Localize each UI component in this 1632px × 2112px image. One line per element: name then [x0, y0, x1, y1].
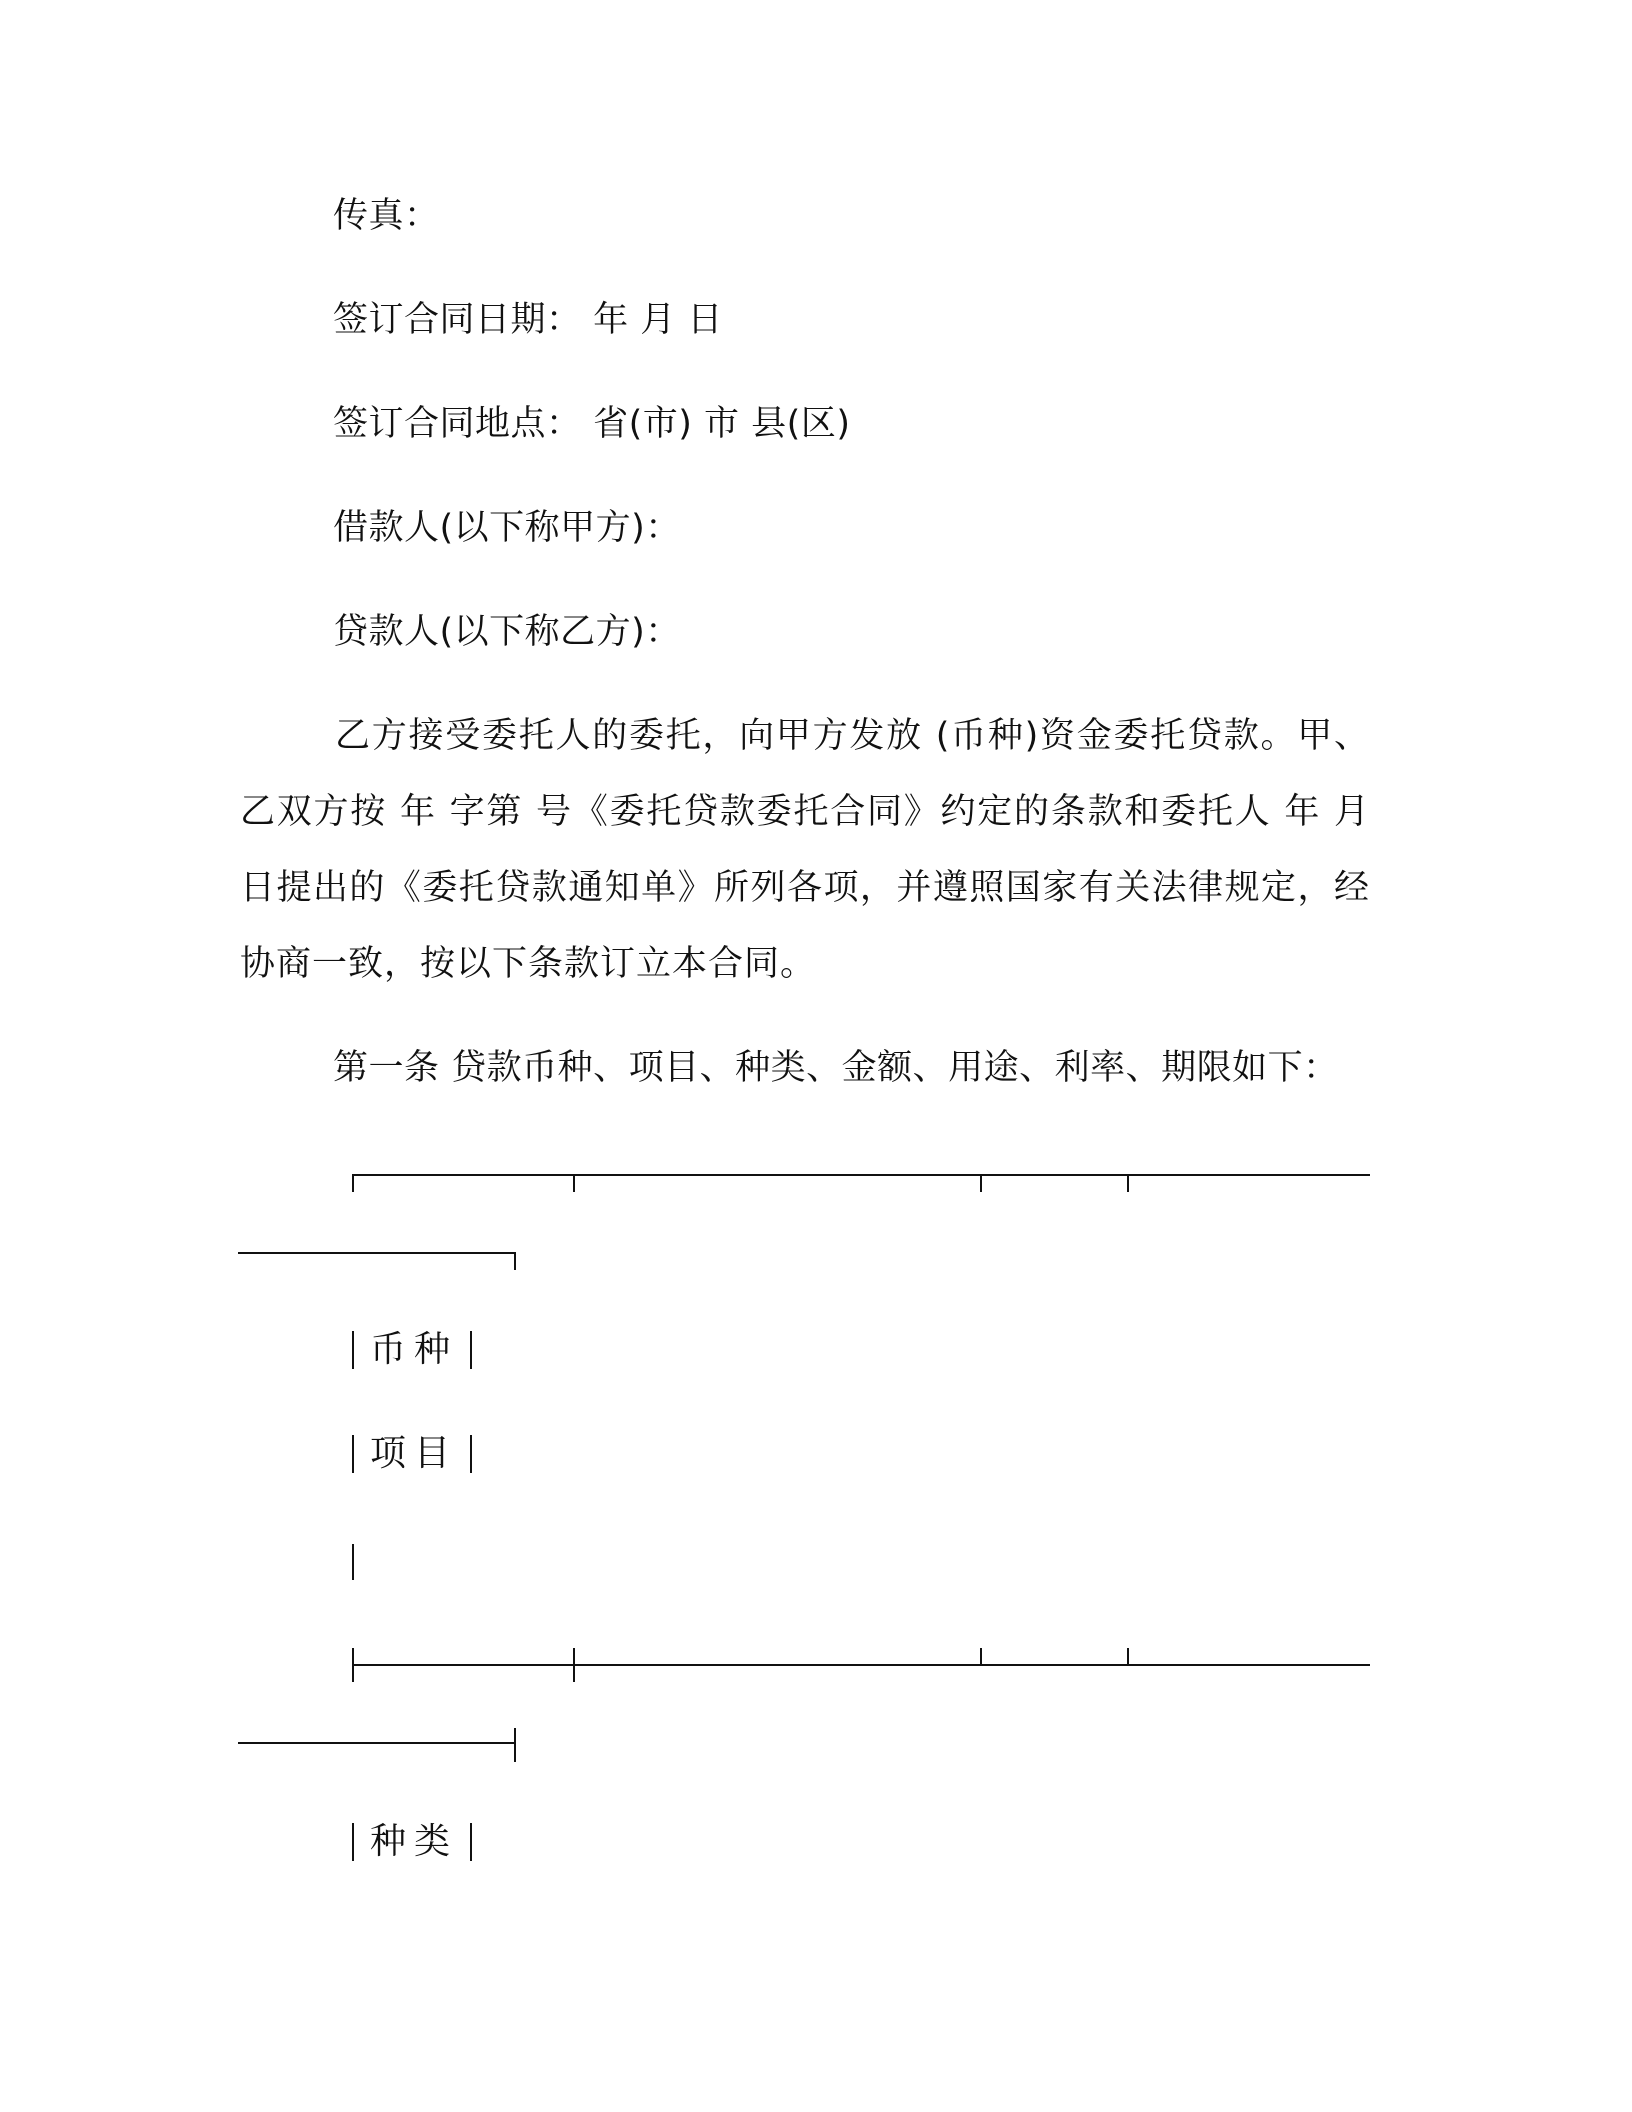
- intro-paragraph: 乙方接受委托人的委托，向甲方发放 (币种)资金委托贷款。甲、乙双方按 年 字第 号《委托贷款委托合同》约定的条款和委托人 年 月日提出的《委托贷款通知单》所列各项，并遵照国家有关法律规定，经协商一致，按以下条款订立本合同。: [240, 716, 1370, 984]
- category-label: 种类: [370, 1821, 459, 1862]
- table-empty-row-border: [352, 1544, 354, 1580]
- project-label: 项目: [370, 1433, 459, 1474]
- signing-location-field: 签订合同地点： 省(市) 市 县(区): [333, 404, 851, 444]
- lender-field: 贷款人(以下称乙方)：: [333, 612, 681, 652]
- currency-label: 币种: [370, 1329, 459, 1370]
- signing-date-field: 签订合同日期： 年 月 日: [333, 300, 723, 340]
- fax-field: 传真：: [333, 196, 440, 236]
- borrower-field: 借款人(以下称甲方)：: [333, 508, 681, 548]
- article-1-heading: 第一条 贷款币种、项目、种类、金额、用途、利率、期限如下：: [333, 1048, 1339, 1088]
